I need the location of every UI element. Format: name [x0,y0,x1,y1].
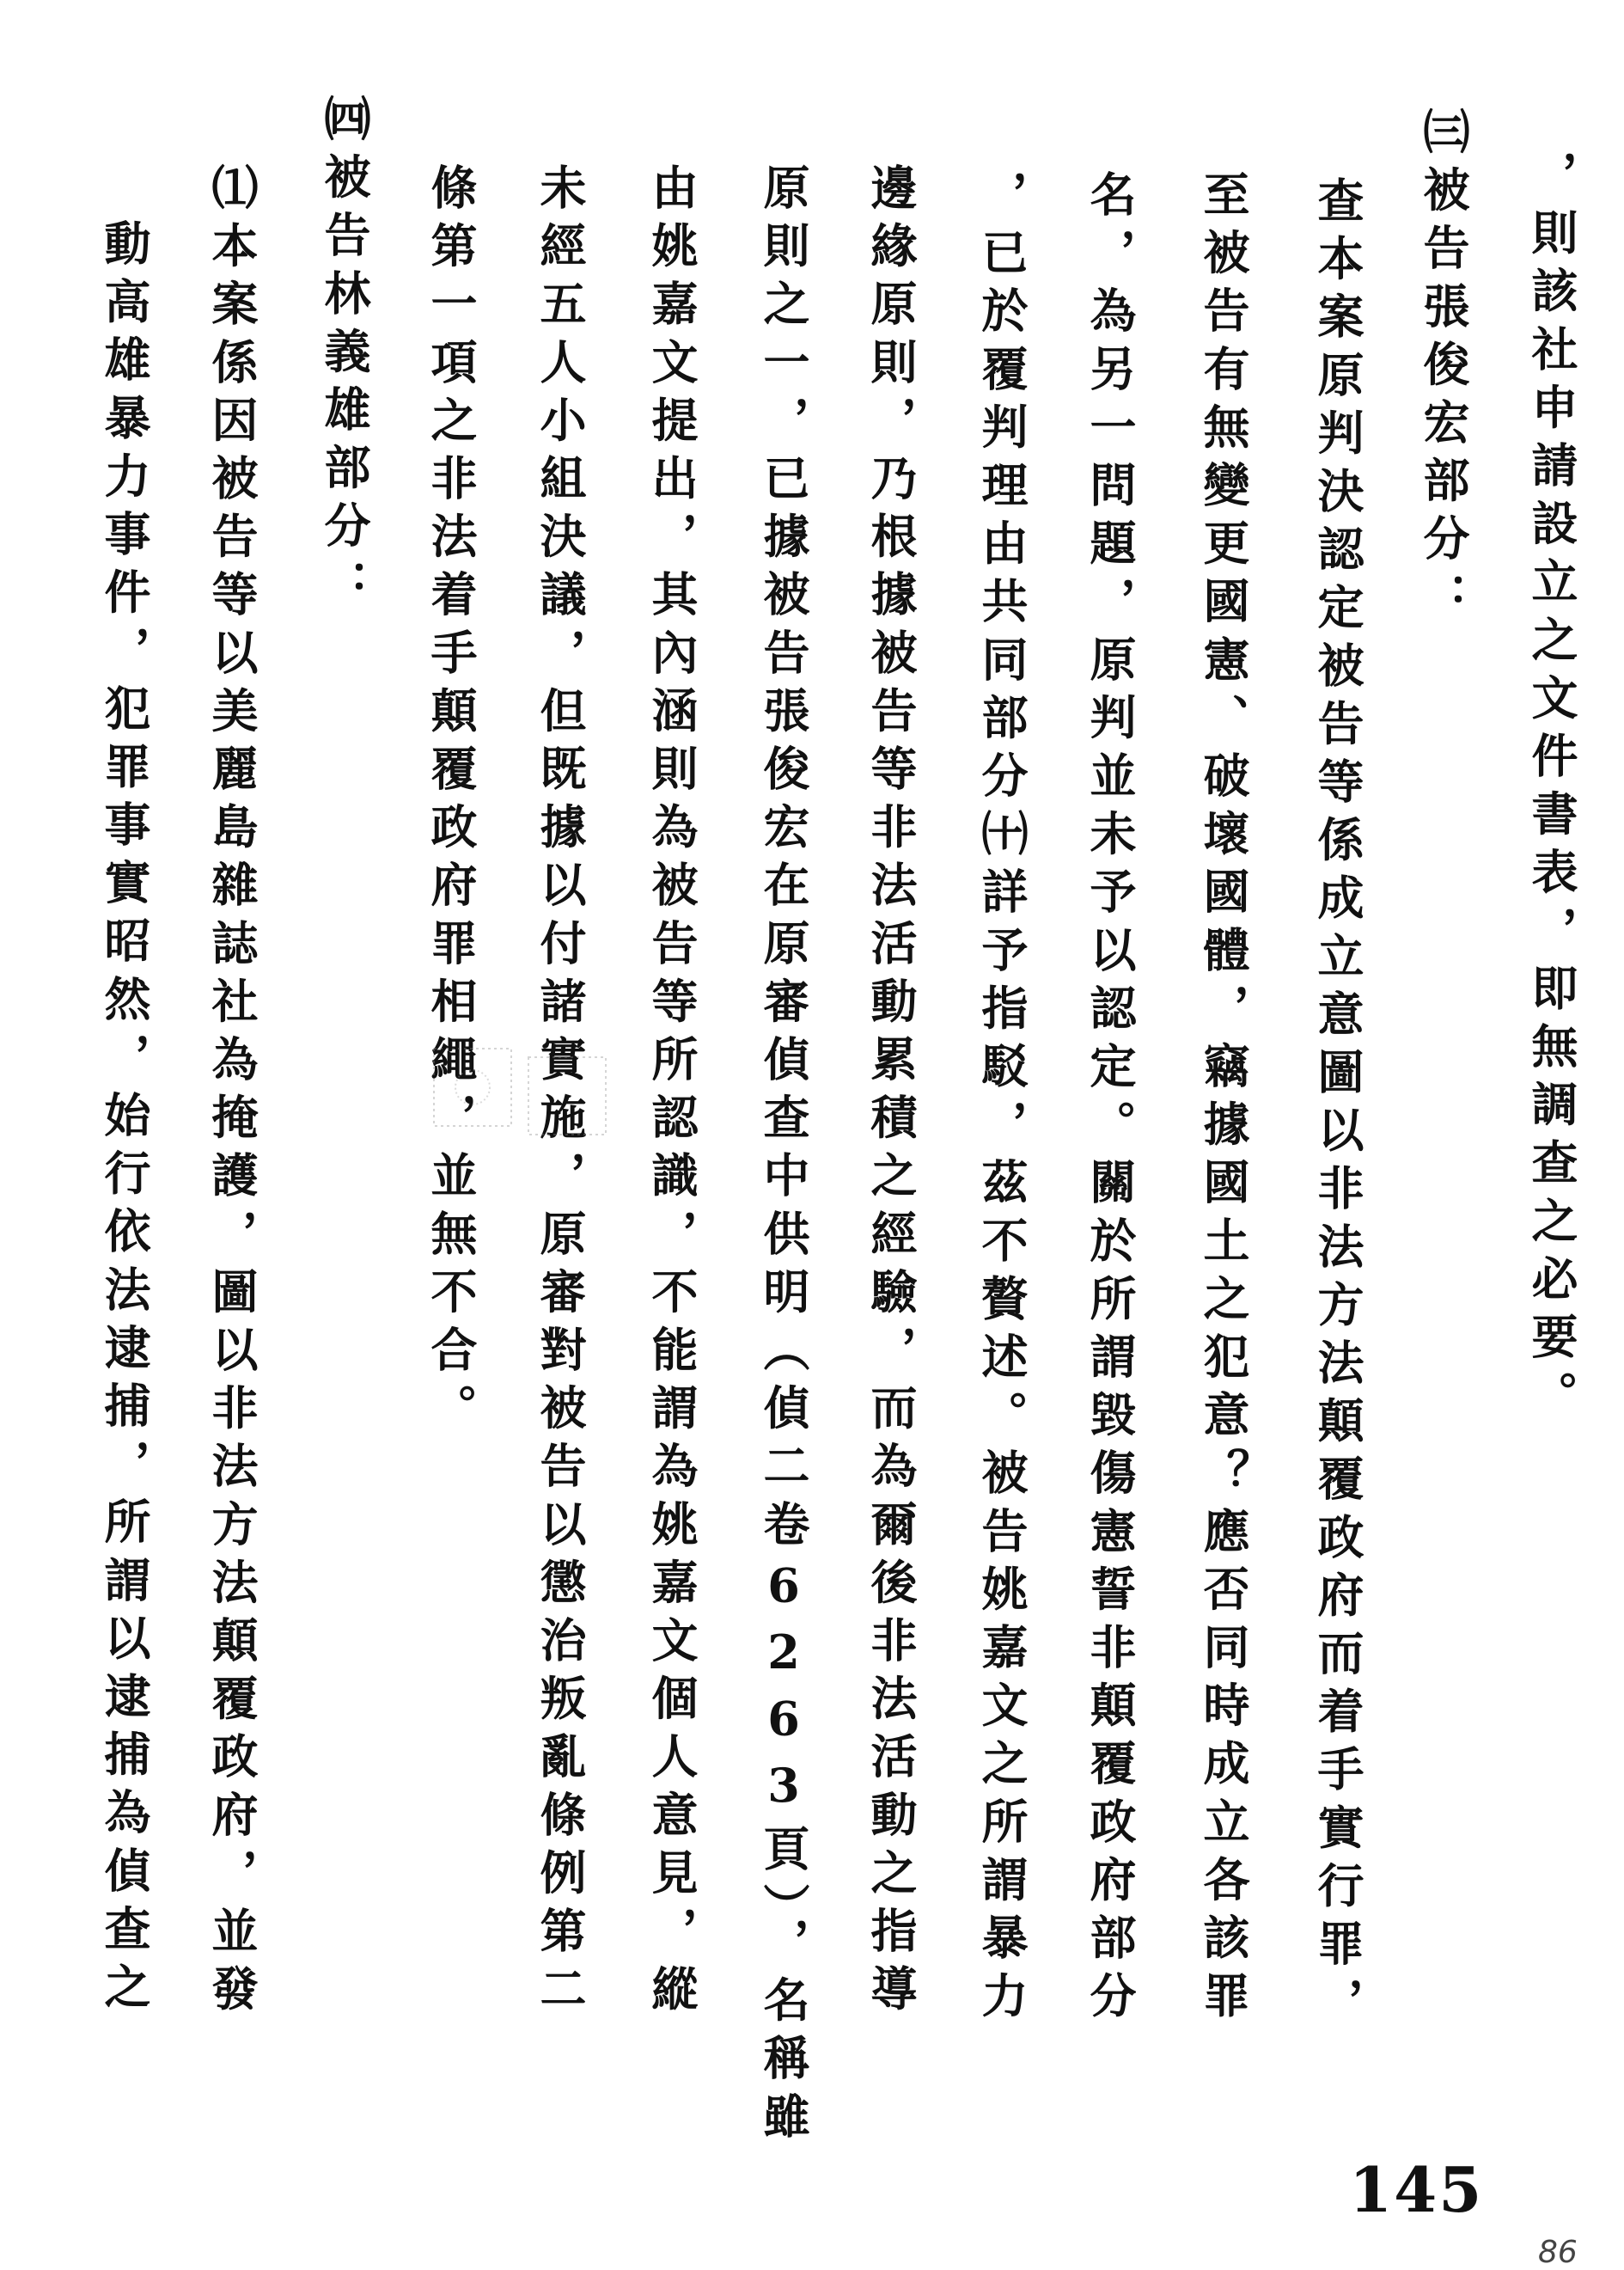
column-text: ，則該社申請設立之文件書表，即無調查之必要。 [1524,150,1579,1429]
column-text: ⑴本案係因被告等以美麗島雜誌社為掩護，圖以非法方法顛覆政府，並發 [205,163,259,2023]
column-text: ㈢被告張俊宏部分： [1416,107,1471,631]
text-column-7 [864,163,919,2023]
column-text: 至被告有無變更國憲、破壞國體，竊據國土之犯意？應否同時成立各該罪 [1196,170,1251,2030]
column-text: 動高雄暴力事件，犯罪事實昭然，始行依法逮捕，所謂以逮捕為偵查之 [97,219,152,2021]
text-column-9 [644,163,699,2023]
column-text: ㈣被告林義雄部分： [317,95,372,618]
column-text: 查本案原判決認定被告等係成立意圖以非法方法顛覆政府而着手實行罪， [1310,176,1365,2036]
column-text: 條第一項之非法着手顛覆政府罪相繩，並無不合。 [424,163,479,1442]
text-column-5 [1083,170,1138,2030]
text-column-13 [205,163,259,2023]
text-column-6 [974,170,1029,2030]
column-text: 名，為另一問題，原判並未予以認定。關於所謂毀傷憲誓非顛覆政府部分 [1083,170,1138,2030]
text-column-4 [1196,170,1251,2030]
page-number: 145 [1349,2153,1484,2226]
column-text: 未經五人小組決議，但既據以付諸實施，原審對被告以懲治叛亂條例第二 [533,163,588,2023]
column-text: 原則之一，已據被告張俊宏在原審偵查中供明（偵二卷6263頁），名稱雖 [756,163,811,2151]
text-column-8 [756,163,811,2151]
section-heading-4 [317,95,372,618]
column-text: 邊緣原則，乃根據被告等非法活動累積之經驗，而為爾後非法活動之指導 [864,163,919,2023]
text-column-1 [1524,150,1579,1429]
corner-annotation: 86 [1538,2235,1578,2270]
text-column-14 [97,219,152,2021]
faint-stamp-mark [417,1031,623,1160]
text-column-11 [424,163,479,1442]
section-heading-3 [1416,107,1471,631]
column-text: ，已於覆判理由共同部分㈩詳予指駁，茲不贅述。被告姚嘉文之所謂暴力 [974,170,1029,2030]
text-column-3 [1310,176,1365,2036]
column-text: 由姚嘉文提出，其內涵則為被告等所認識，不能謂為姚嘉文個人意見，縱 [644,163,699,2023]
